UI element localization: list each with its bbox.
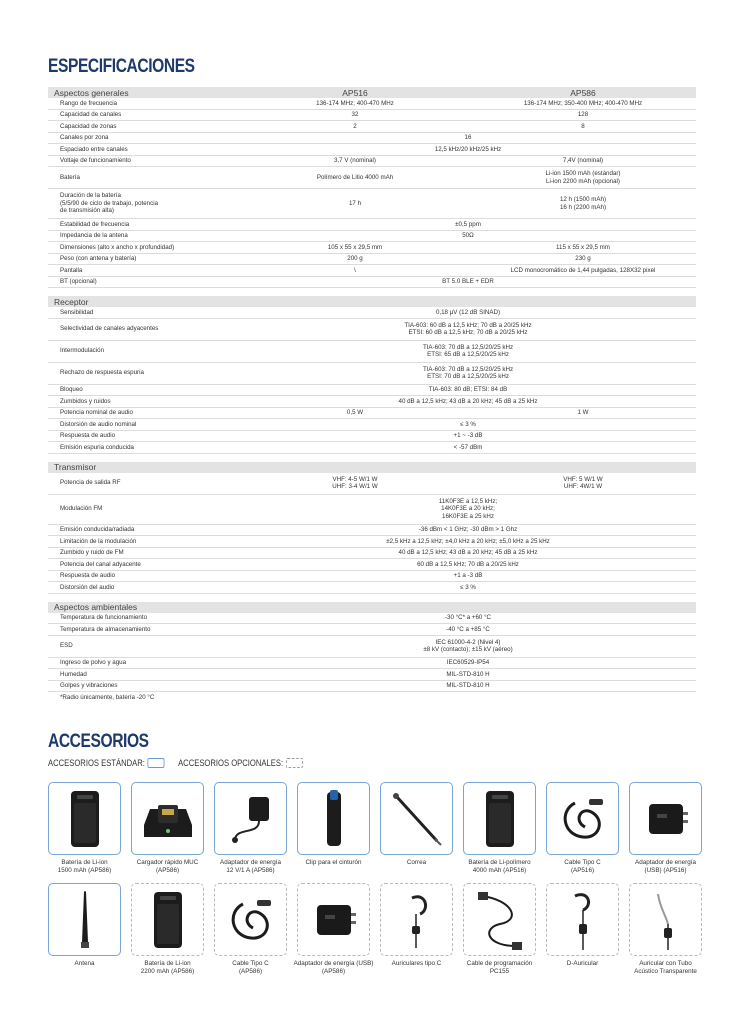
spec-label: Duración de la batería (5/5/90 de ciclo de trabajo, potencia de transmisión alta)	[60, 192, 159, 215]
spec-row	[48, 669, 696, 681]
spec-label: Distorsión de audio nominal	[60, 420, 137, 428]
spec-row	[48, 363, 696, 385]
accessory-item	[629, 883, 702, 984]
spec-value: TIA-603: 60 dB a 12,5 kHz; 70 dB a 20/25 kHz ETSI: 60 dB a 12,5 kHz; 70 dB a 20/25 kHz	[404, 321, 532, 336]
spec-label: Potencia del canal adyacente	[60, 560, 141, 568]
spec-value: TIA-603: 70 dB a 12,5/20/25 kHz ETSI: 70 dB a 12,5/20/25 kHz	[422, 365, 514, 380]
accessory-item	[297, 782, 370, 883]
spec-label: Modulación FM	[60, 505, 103, 513]
battery-icon	[131, 883, 204, 956]
spec-row	[48, 536, 696, 548]
accessory-label: Adaptador de energía (USB) (AP516)	[635, 859, 696, 874]
spec-label: Distorsión del audio	[60, 583, 115, 591]
spec-label: Limitación de la modulación	[60, 537, 137, 545]
spec-row	[48, 242, 696, 254]
spec-value-ap586: 128	[577, 111, 589, 119]
spec-row	[48, 144, 696, 156]
accessory-item	[293, 883, 374, 984]
spec-row	[48, 495, 696, 525]
spec-value-ap586: 136-174 MHz; 350-400 MHz; 400-470 MHz	[523, 99, 643, 107]
spec-label: Zumbido y ruido de FM	[60, 549, 124, 557]
accessories-row-1	[48, 782, 698, 883]
accessories-title: ACCESORIOS	[48, 731, 149, 752]
spec-value-ap516: 105 x 55 x 29,5 mm	[327, 243, 383, 251]
spec-value: 60 dB a 12,5 kHz; 70 dB a 20/25 kHz	[417, 560, 519, 568]
section-header	[48, 602, 696, 613]
accessory-item	[380, 883, 453, 984]
spec-row	[48, 658, 696, 670]
section-header-label: Transmisor	[54, 462, 97, 472]
accessories-legend	[48, 758, 316, 768]
spec-value: MIL-STD-810 H	[446, 670, 490, 678]
spec-label: Potencia de salida RF	[60, 479, 121, 487]
accessory-item	[48, 782, 121, 883]
accessory-label: Auricular con Tubo Acústico Transparente	[634, 960, 697, 975]
spec-row	[48, 167, 696, 189]
accessory-label: Correa	[406, 859, 427, 866]
spec-row	[48, 431, 696, 443]
spec-value: ≤ 3 %	[460, 420, 476, 428]
spec-label: Humedad	[60, 670, 87, 678]
earpiece-icon	[380, 883, 453, 956]
spec-value: TIA-603: 70 dB a 12,5/20/25 kHz ETSI: 65 dB a 12,5/20/25 kHz	[422, 343, 514, 358]
accessory-item	[48, 883, 121, 984]
belt-clip-icon	[297, 782, 370, 855]
accessory-item	[463, 883, 536, 984]
spec-label: Batería	[60, 173, 80, 181]
accessory-label: Cargador rápido MUC (AP586)	[136, 859, 199, 874]
accessory-label: Clip para el cinturón	[305, 859, 362, 866]
spec-row	[48, 419, 696, 431]
spec-row	[48, 408, 696, 420]
programming-cable-icon	[463, 883, 536, 956]
spec-value-ap586: 12 h (1500 mAh) 16 h (2200 mAh)	[559, 196, 607, 211]
spec-value-ap586: VHF: 5 W/1 W UHF: 4W/1 W	[563, 475, 603, 490]
spec-value-ap586: 7,4V (nominal)	[562, 157, 604, 165]
accessory-label: Batería de Li-ion 1500 mAh (AP586)	[57, 859, 112, 874]
battery-icon	[463, 782, 536, 855]
spec-row	[48, 624, 696, 636]
section-header-label: Aspectos ambientales	[54, 602, 138, 612]
spec-label: Emisión espuria conducida	[60, 443, 134, 451]
spec-label: Potencia nominal de audio	[60, 409, 133, 417]
spec-label: Peso (con antena y batería)	[60, 255, 137, 263]
spec-row	[48, 341, 696, 363]
spec-value: IEC 61000-4-2 (Nivel 4) ±8 kV (contacto); ±15 kV (aéreo)	[423, 638, 513, 653]
spec-value: +1 a -3 dB	[453, 572, 483, 580]
spec-row	[48, 156, 696, 168]
accessory-label: Batería de Li-ion 2200 mAh (AP586)	[140, 960, 195, 975]
spec-value-ap516: \	[354, 266, 356, 274]
spec-row	[48, 442, 696, 454]
spec-row	[48, 385, 696, 397]
spec-label: Temperatura de almacenamiento	[60, 625, 151, 633]
spec-value-ap516: 0,5 W	[346, 409, 364, 417]
legend-optional-label: ACCESORIOS OPCIONALES:	[178, 758, 284, 768]
spec-row	[48, 121, 696, 133]
spec-label: Intermodulación	[60, 347, 105, 355]
accessory-label: Cable de programación PC155	[466, 960, 533, 975]
spec-row	[48, 681, 696, 693]
spec-row	[48, 571, 696, 583]
section-header-label: Receptor	[54, 296, 89, 307]
spec-value: TIA-603: 80 dB; ETSI: 84 dB	[428, 386, 508, 394]
spec-label: Golpes y vibraciones	[60, 682, 118, 690]
legend-optional-swatch	[286, 758, 303, 768]
legend-standard-swatch	[147, 758, 164, 768]
adapter-icon	[214, 782, 287, 855]
spec-row	[48, 254, 696, 266]
spec-value: +1 ~ -3 dB	[453, 432, 483, 440]
accessory-item	[546, 782, 619, 883]
accessory-label: Batería de Li-polímero 4000 mAh (AP516)	[468, 859, 531, 874]
spec-label: Sensibilidad	[60, 308, 94, 316]
accessory-item	[131, 782, 204, 883]
accessories-grid	[48, 782, 698, 984]
spec-row	[48, 396, 696, 408]
usb-adapter-icon	[297, 883, 370, 956]
spec-value: -40 °C a +85 °C	[446, 625, 490, 633]
spec-label: Canales por zona	[60, 134, 109, 142]
spec-label: Ingreso de polvo y agua	[60, 659, 127, 667]
temperature-note: *Radio únicamente, batería -20 °C	[60, 694, 155, 701]
spec-label: Selectividad de canales adyacentes	[60, 325, 159, 333]
spec-row	[48, 319, 696, 341]
section-header-label: Aspectos generales	[54, 87, 129, 98]
spec-value-ap516: 136-174 MHz; 400-470 MHz	[316, 99, 394, 107]
spec-value: MIL-STD-810 H	[446, 682, 490, 690]
spec-value: 40 dB a 12,5 kHz; 43 dB a 20 kHz; 45 dB a 25 kHz	[398, 397, 538, 405]
accessory-label: Antena	[74, 960, 95, 967]
spec-label: Impedancia de la antena	[60, 232, 128, 240]
d-earpiece-icon	[546, 883, 619, 956]
accessory-item	[629, 782, 702, 883]
accessory-item	[546, 883, 619, 984]
spec-value-ap516: 32	[351, 111, 359, 119]
spec-label: BT (opcional)	[60, 278, 97, 286]
spec-row	[48, 110, 696, 122]
accessory-item	[380, 782, 453, 883]
section-header	[48, 296, 696, 307]
spec-value: ±0,5 ppm	[455, 220, 481, 228]
accessory-label: Auriculares tipo C	[391, 960, 442, 967]
spec-label: Respuesta de audio	[60, 572, 116, 580]
spec-label: Zumbidos y ruidos	[60, 397, 111, 405]
spec-value: -36 dBm < 1 GHz; -30 dBm > 1 Ghz	[418, 526, 518, 534]
spec-row	[48, 133, 696, 145]
spec-label: Capacidad de canales	[60, 111, 122, 119]
accessory-label: Adaptador de energía 12 V/1 A (AP586)	[220, 859, 281, 874]
spec-row	[48, 636, 696, 658]
spec-value-ap586: 115 x 55 x 29,5 mm	[556, 243, 610, 251]
spec-value: 40 dB a 12,5 kHz; 43 dB a 20 kHz; 45 dB a 25 kHz	[398, 549, 538, 557]
accessory-label: Cable Tipo C (AP516)	[564, 859, 601, 874]
accessory-item	[214, 782, 287, 883]
spec-row	[48, 265, 696, 277]
spec-label: Rango de frecuencia	[60, 99, 118, 107]
spec-label: Voltaje de funcionamiento	[60, 157, 131, 165]
spec-table	[48, 87, 696, 701]
accessory-label: Adaptador de energía (USB) (AP586)	[293, 960, 374, 975]
accessory-label: D-Auricular	[566, 960, 599, 967]
spec-value-ap586: 1 W	[577, 409, 589, 417]
spec-label: Respuesta de audio	[60, 432, 116, 440]
tube-earpiece-icon	[629, 883, 702, 956]
spec-label: Espaciado entre canales	[60, 145, 128, 153]
spec-label: Capacidad de zonas	[60, 122, 117, 130]
spec-value: ≤ 3 %	[460, 583, 476, 591]
spec-value: ±2,5 kHz a 12,5 kHz; ±4,0 kHz a 20 kHz; ±5,0 kHz a 25 kHz	[386, 537, 550, 545]
section-header	[48, 462, 696, 473]
column-header-ap516: AP516	[342, 87, 368, 98]
spec-value-ap586: Li-ion 1500 mAh (estándar) Li-ion 2200 mAh (opcional)	[545, 170, 621, 185]
charger-icon	[131, 782, 204, 855]
column-header-ap586: AP586	[570, 87, 596, 98]
spec-label: Dimensiones (alto x ancho x profundidad)	[60, 243, 175, 251]
specs-title: ESPECIFICACIONES	[48, 56, 195, 77]
spec-value: 0,18 μV (12 dB SINAD)	[435, 308, 501, 316]
spec-row	[48, 525, 696, 537]
spec-row	[48, 613, 696, 625]
accessory-label: Cable Tipo C (AP586)	[232, 960, 269, 975]
spec-value-ap516: VHF: 4-5 W/1 W UHF: 3-4 W/1 W	[332, 475, 378, 490]
spec-label: Rechazo de respuesta espuria	[60, 369, 144, 377]
legend-standard-label: ACCESORIOS ESTÁNDAR:	[48, 758, 145, 768]
spec-value: 11K0F3E a 12,5 kHz; 14K0F3E a 20 kHz; 16K0F3E a 25 kHz	[438, 497, 498, 520]
spec-value: IEC60529-IP54	[446, 659, 490, 667]
spec-row	[48, 219, 696, 231]
strap-icon	[380, 782, 453, 855]
spec-row	[48, 582, 696, 594]
spec-label: Emisión conducida/radiada	[60, 526, 135, 534]
spec-value-ap516: 17 h	[348, 199, 362, 207]
spec-value-ap586: 230 g	[575, 255, 591, 263]
spec-value: 50Ω	[462, 232, 474, 240]
battery-icon	[48, 782, 121, 855]
accessory-item	[131, 883, 204, 984]
spec-row	[48, 548, 696, 560]
spec-row	[48, 98, 696, 110]
accessories-row-2	[48, 883, 698, 984]
spec-row	[48, 231, 696, 243]
spec-value-ap586: LCD monocromático de 1,44 pulgadas, 128X32 pixel	[510, 266, 656, 274]
usb-cable-icon	[546, 782, 619, 855]
spec-value-ap586: 8	[581, 122, 585, 130]
spec-row	[48, 473, 696, 495]
spec-label: Estabilidad de frecuencia	[60, 220, 130, 228]
spec-row	[48, 307, 696, 319]
spec-row	[48, 559, 696, 571]
spec-value: 16	[464, 134, 472, 142]
spec-label: ESD	[60, 642, 73, 650]
accessory-item	[214, 883, 287, 984]
usb-cable-icon	[214, 883, 287, 956]
antenna-icon	[48, 883, 121, 956]
spec-value: -30 °C* a +60 °C	[444, 614, 492, 622]
spec-label: Temperatura de funcionamiento	[60, 614, 148, 622]
spec-label: Bloqueo	[60, 386, 83, 394]
spec-value: < -57 dBm	[453, 443, 483, 451]
spec-value-ap516: 2	[353, 122, 357, 130]
spec-row	[48, 277, 696, 289]
accessory-item	[463, 782, 536, 883]
section-header	[48, 87, 696, 98]
spec-value-ap516: Polímero de Litio 4000 mAh	[316, 173, 394, 181]
spec-value-ap516: 3,7 V (nominal)	[334, 157, 376, 165]
spec-label: Pantalla	[60, 266, 83, 274]
spec-value-ap516: 200 g	[347, 255, 363, 263]
spec-row	[48, 189, 696, 219]
spec-value: BT 5.0 BLE + EDR	[442, 278, 494, 286]
spec-value: 12,5 kHz/20 kHz/25 kHz	[434, 145, 502, 153]
usb-adapter-icon	[629, 782, 702, 855]
